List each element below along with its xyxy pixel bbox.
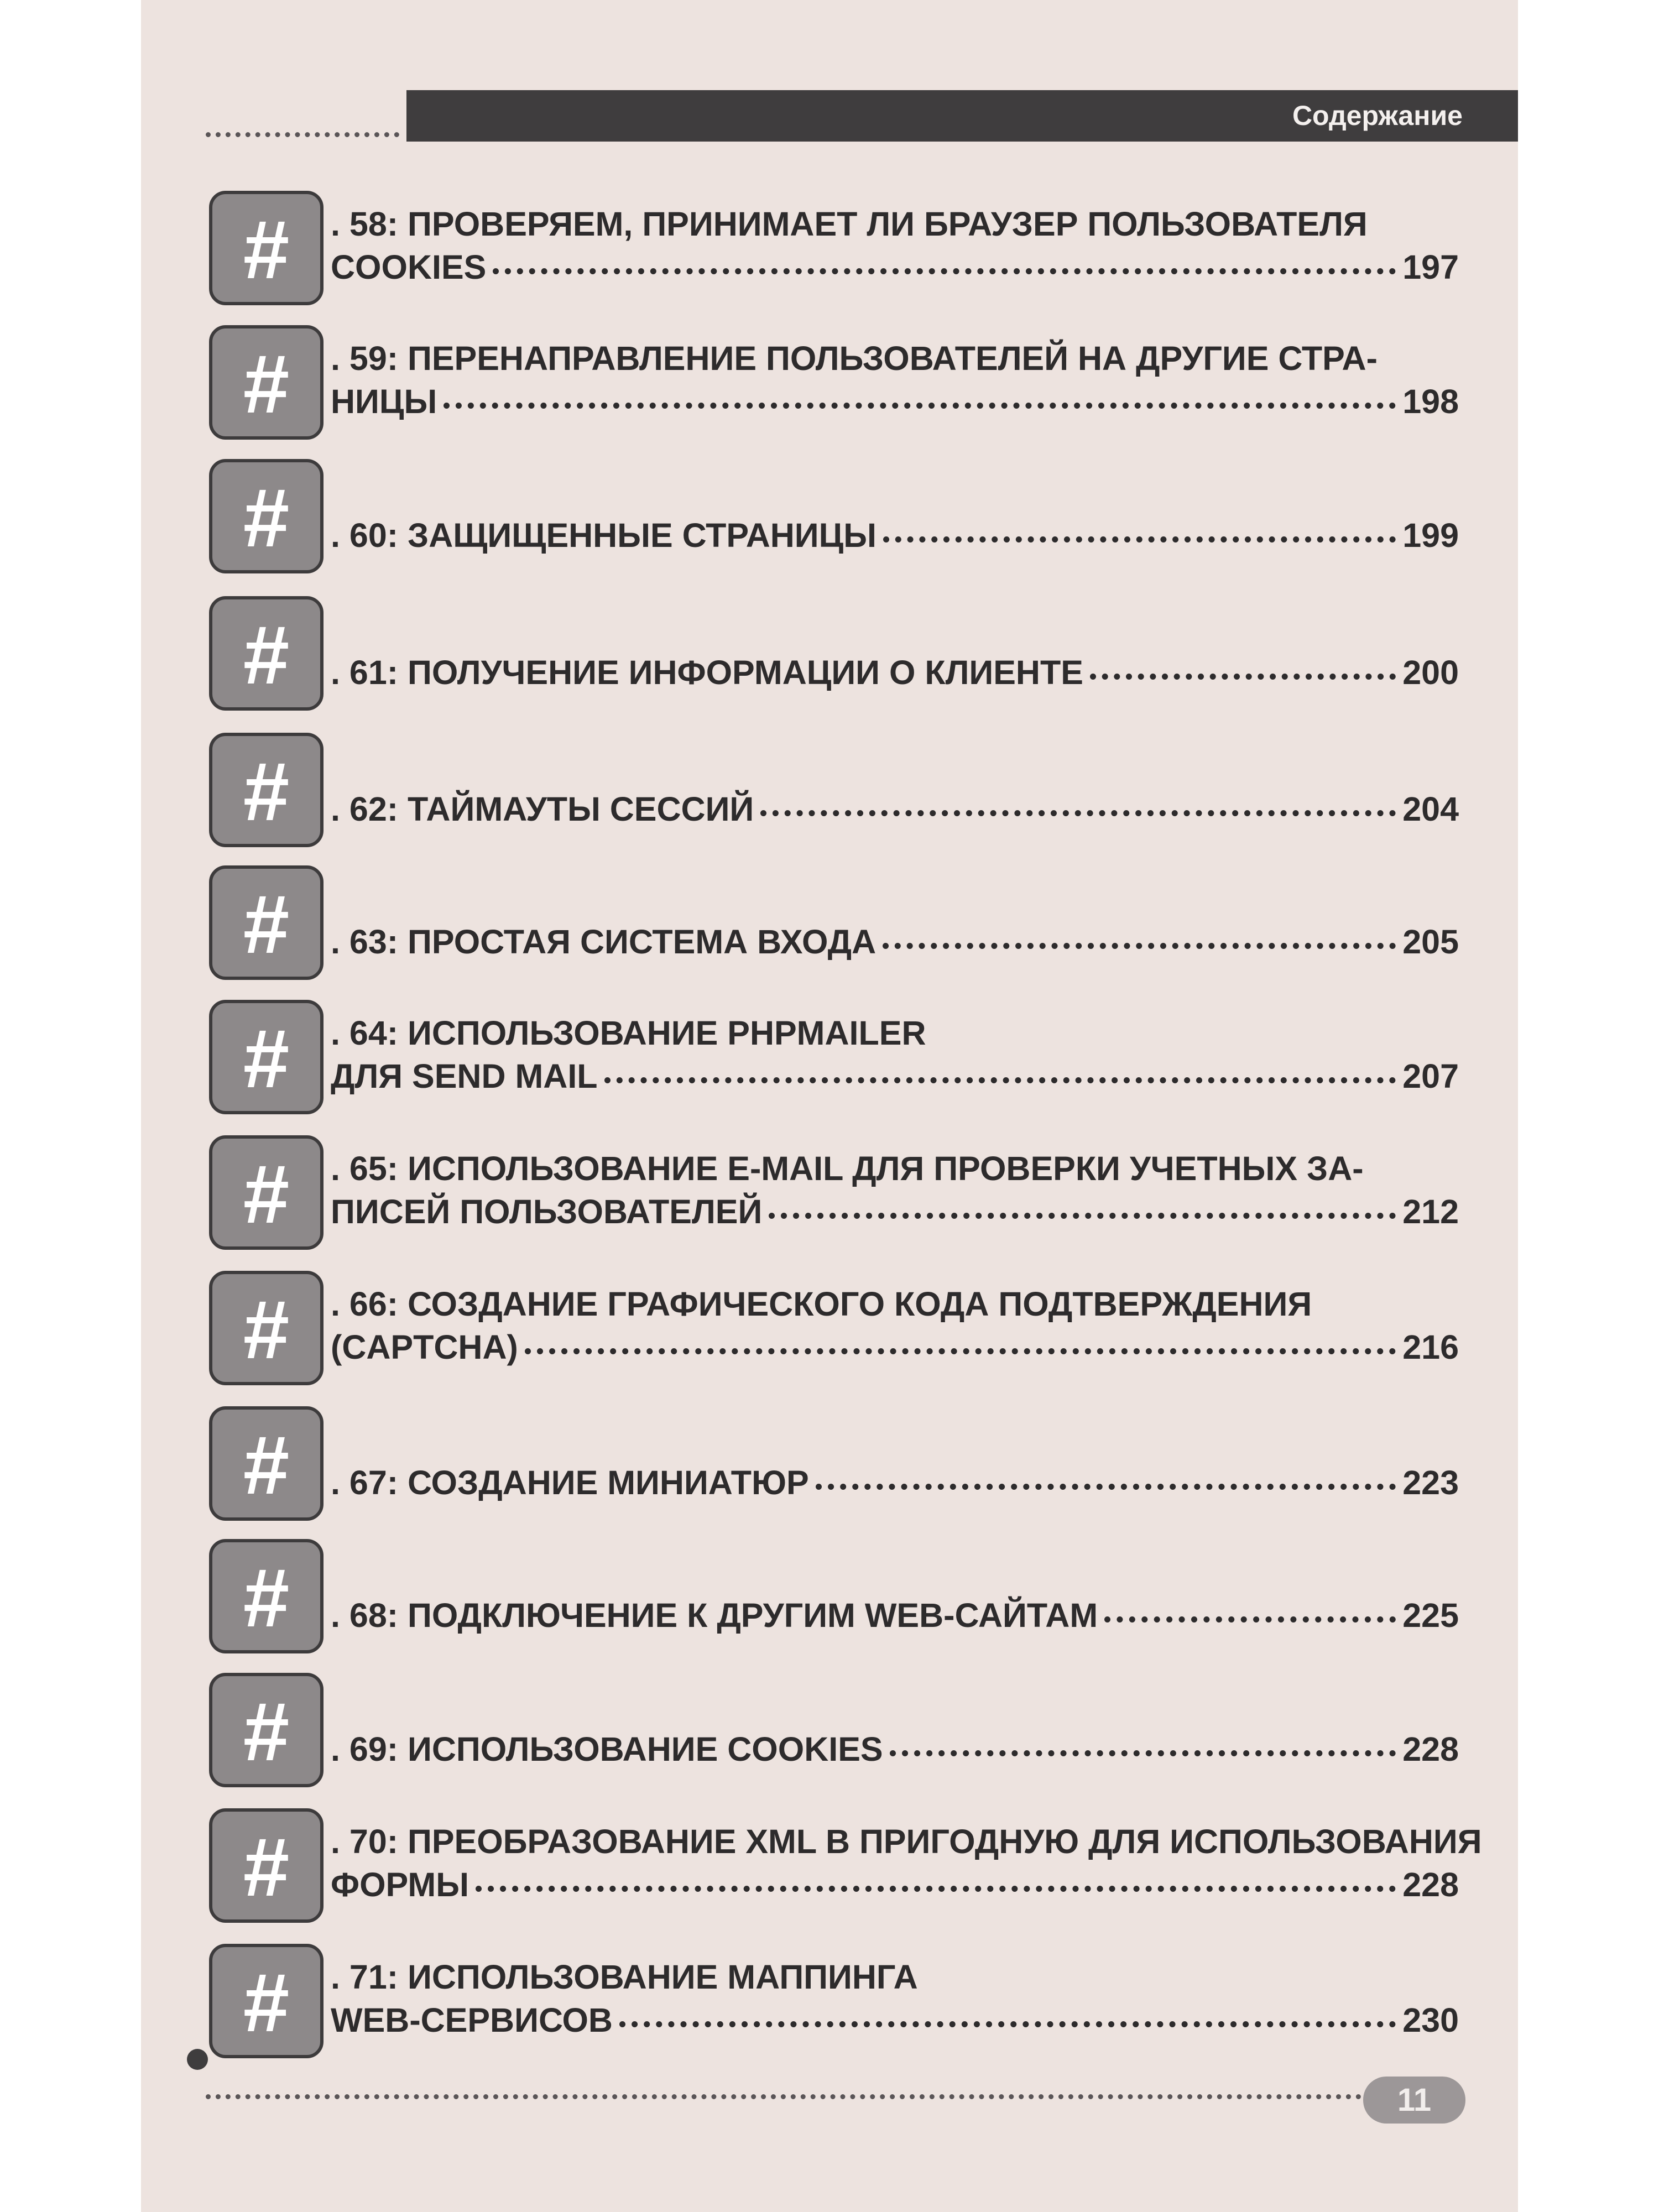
hash-icon: #: [209, 325, 324, 440]
toc-entry: [0, 596, 1659, 718]
dot-leader: [604, 1077, 1396, 1083]
toc-title-line: . 68: ПОДКЛЮЧЕНИЕ К ДРУГИМ WEB-САЙТАМ 225: [331, 1597, 1459, 1634]
toc-page-number: 230: [1402, 2001, 1459, 2039]
toc-title-line: . 62: ТАЙМАУТЫ СЕССИЙ 204: [331, 790, 1459, 828]
toc-page-number: 207: [1402, 1057, 1459, 1095]
toc-entry: [0, 1944, 1659, 2065]
toc-page-number: 197: [1402, 248, 1459, 286]
dot-leader: [1090, 674, 1396, 680]
toc-entry: [0, 1406, 1659, 1528]
toc-page-number: 223: [1402, 1464, 1459, 1501]
toc-title-line: ФОРМЫ 228: [331, 1866, 1459, 1903]
hash-icon: #: [209, 459, 324, 573]
toc-title-line: НИЦЫ 198: [331, 383, 1459, 420]
toc-title-line: . 67: СОЗДАНИЕ МИНИАТЮР 223: [331, 1464, 1459, 1501]
hash-icon: #: [209, 1539, 324, 1653]
hash-icon: #: [209, 1406, 324, 1521]
section-title: Содержание: [1292, 100, 1463, 131]
toc-page-number: 205: [1402, 923, 1459, 961]
hash-icon: #: [209, 191, 324, 305]
toc-entry: [0, 1808, 1659, 1930]
toc-page-number: 216: [1402, 1328, 1459, 1366]
toc-title-line: COOKIES 197: [331, 248, 1459, 286]
toc-entry: [0, 191, 1659, 312]
footer-dotted-rule: [206, 2094, 1361, 2099]
toc-entry: [0, 1135, 1659, 1257]
toc-title-line: . 69: ИСПОЛЬЗОВАНИЕ COOKIES 228: [331, 1730, 1459, 1768]
dot-leader: [890, 1750, 1396, 1756]
toc-title-line: . 61: ПОЛУЧЕНИЕ ИНФОРМАЦИИ О КЛИЕНТЕ 200: [331, 654, 1459, 691]
toc-page-number: 225: [1402, 1597, 1459, 1634]
hash-icon: #: [209, 1944, 324, 2058]
dot-leader: [883, 536, 1396, 542]
toc-title-line: . 59: ПЕРЕНАПРАВЛЕНИЕ ПОЛЬЗОВАТЕЛЕЙ НА ДРУГИЕ СТРА-: [331, 340, 1378, 377]
toc-entry: [0, 1539, 1659, 1661]
hash-icon: #: [209, 865, 324, 980]
hash-icon: #: [209, 1808, 324, 1923]
toc-entry: [0, 1000, 1659, 1121]
toc-title-line: . 71: ИСПОЛЬЗОВАНИЕ МАППИНГА: [331, 1958, 918, 1996]
toc-title-line: . 63: ПРОСТАЯ СИСТЕМА ВХОДА 205: [331, 923, 1459, 961]
toc-entry: [0, 865, 1659, 987]
dot-leader: [1104, 1616, 1396, 1623]
toc-title-line: (CAPTCHA) 216: [331, 1328, 1459, 1366]
hash-icon: #: [209, 596, 324, 711]
hash-icon: #: [209, 1271, 324, 1385]
toc-entry: [0, 459, 1659, 581]
dot-leader: [525, 1348, 1396, 1354]
page-number-badge: 11: [1363, 2077, 1465, 2124]
toc-title-line: ПИСЕЙ ПОЛЬЗОВАТЕЛЕЙ 212: [331, 1193, 1459, 1230]
toc-entry: [0, 733, 1659, 854]
toc-title-line: . 65: ИСПОЛЬЗОВАНИЕ E-MAIL ДЛЯ ПРОВЕРКИ УЧЕТНЫХ ЗА-: [331, 1150, 1364, 1187]
toc-entry: [0, 1673, 1659, 1794]
toc-page-number: 212: [1402, 1193, 1459, 1230]
toc-page-number: 200: [1402, 654, 1459, 691]
toc-title-line: . 64: ИСПОЛЬЗОВАНИЕ PHPMAILER: [331, 1014, 926, 1052]
toc-entry: [0, 1271, 1659, 1392]
toc-entry: [0, 325, 1659, 447]
hash-icon: #: [209, 733, 324, 847]
toc-title-line: . 70: ПРЕОБРАЗОВАНИЕ XML В ПРИГОДНУЮ ДЛЯ ИСПОЛЬЗОВАНИЯ: [331, 1823, 1482, 1860]
toc-title-line: ДЛЯ SEND MAIL 207: [331, 1057, 1459, 1095]
dot-leader: [476, 1886, 1396, 1892]
hash-icon: #: [209, 1673, 324, 1787]
toc-title-line: . 58: ПРОВЕРЯЕМ, ПРИНИМАЕТ ЛИ БРАУЗЕР ПОЛЬЗОВАТЕЛЯ: [331, 205, 1368, 243]
toc-title-line: . 66: СОЗДАНИЕ ГРАФИЧЕСКОГО КОДА ПОДТВЕРЖДЕНИЯ: [331, 1285, 1312, 1323]
dot-leader: [816, 1484, 1396, 1490]
dot-leader: [883, 943, 1396, 949]
toc-title-line: WEB-СЕРВИСОВ 230: [331, 2001, 1459, 2039]
toc-page-number: 228: [1402, 1730, 1459, 1768]
toc-page-number: 228: [1402, 1866, 1459, 1903]
dot-leader: [769, 1213, 1396, 1219]
dot-leader: [493, 268, 1396, 274]
toc-title-line: . 60: ЗАЩИЩЕННЫЕ СТРАНИЦЫ 199: [331, 517, 1459, 554]
dot-leader: [760, 810, 1396, 816]
hash-icon: #: [209, 1135, 324, 1250]
toc-page-number: 198: [1402, 383, 1459, 420]
footer-ornament: [187, 2049, 208, 2070]
hash-icon: #: [209, 1000, 324, 1114]
dot-leader: [444, 403, 1396, 409]
toc-page-number: 204: [1402, 790, 1459, 828]
dot-leader: [619, 2021, 1396, 2027]
toc-page-number: 199: [1402, 517, 1459, 554]
